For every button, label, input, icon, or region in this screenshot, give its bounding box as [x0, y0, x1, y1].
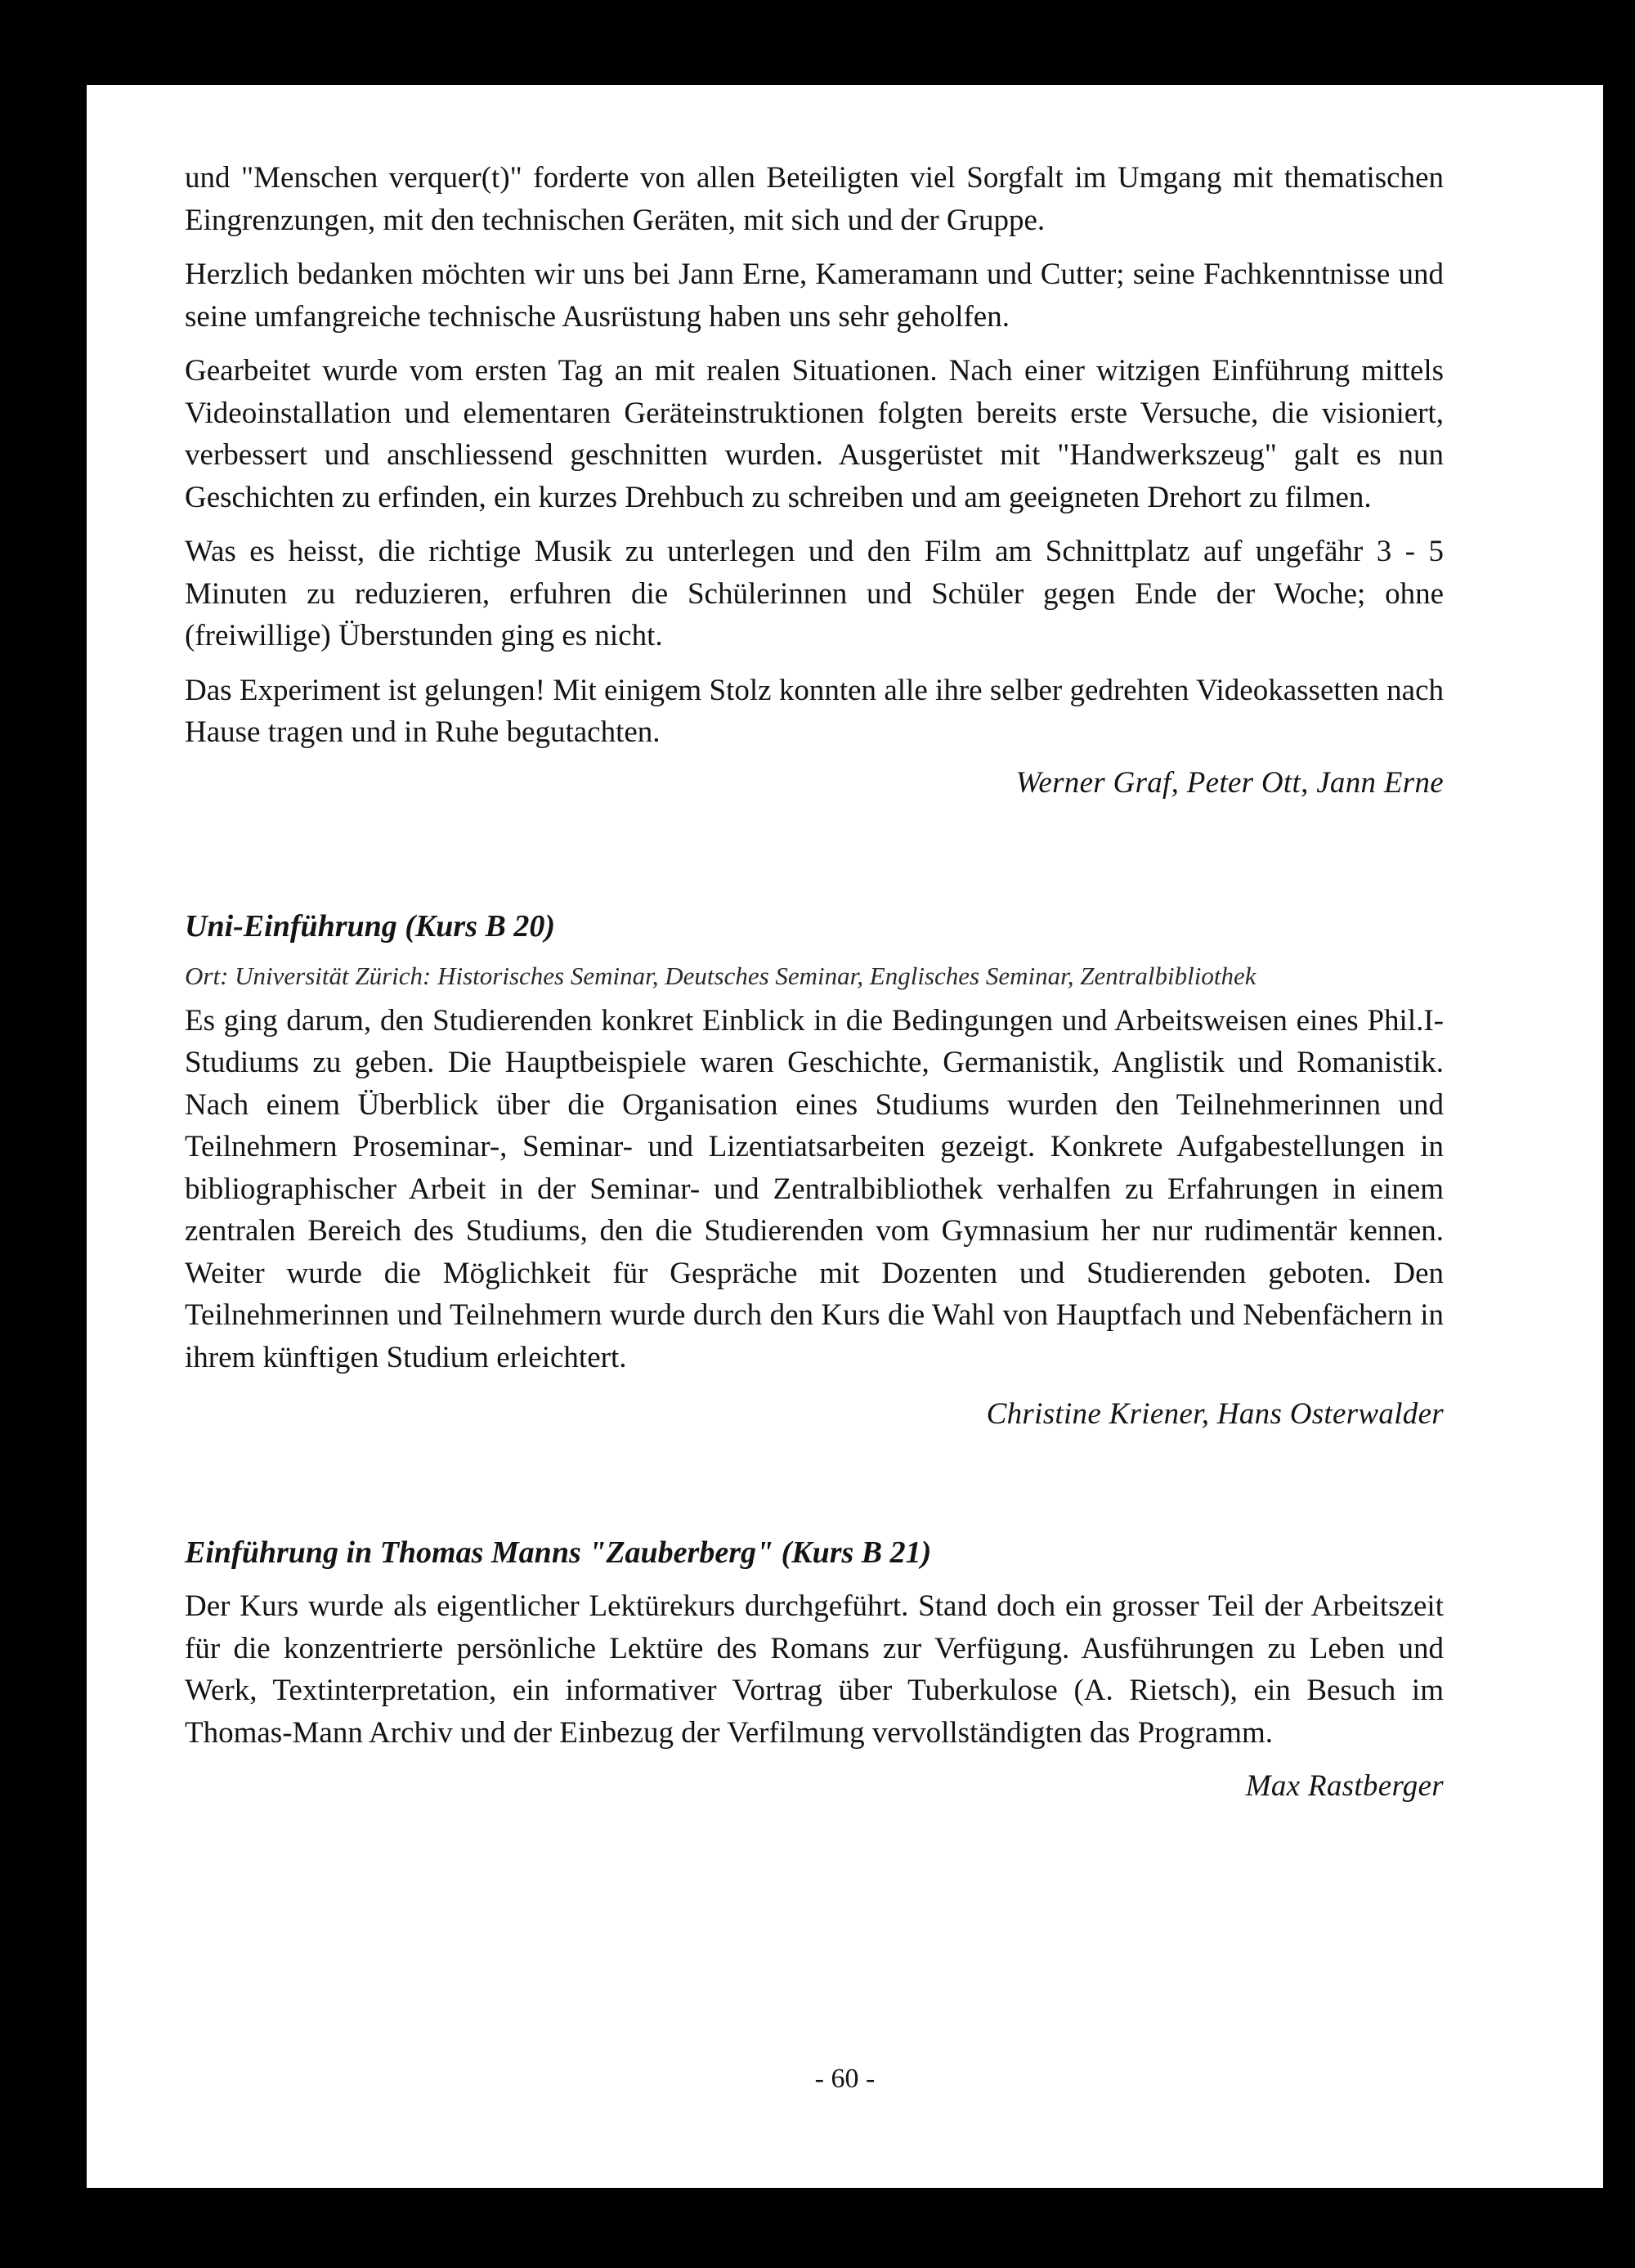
document-page [87, 85, 1603, 2188]
author-signature: Werner Graf, Peter Ott, Jann Erne [1015, 765, 1444, 800]
paragraph: Das Experiment ist gelungen! Mit einigem Stolz konnten alle ihre selber gedrehten Videokassetten nach Hause tragen und in Ruhe begutachten. [185, 673, 1444, 749]
paragraph: Der Kurs wurde als eigentlicher Lektürekurs durchgeführt. Stand doch ein grosser Teil der Arbeitszeit für die konzentrierte persönliche Lektüre des Romans zur Verfügung. Ausführungen zu Leben und Werk, Textinterpretation, ein informativer Vortrag über Tuberkulose (A. Rietsch), ein Besuch im Thomas-Mann Archiv und der Einbezug der Verfilmung vervollständigten das Programm. [185, 1589, 1444, 1750]
text-block [185, 157, 1444, 1807]
author-signature: Max Rastberger [1245, 1769, 1444, 1803]
author-signature: Christine Kriener, Hans Osterwalder [986, 1397, 1444, 1431]
location-line: Ort: Universität Zürich: Historisches Seminar, Deutsches Seminar, Englisches Seminar, Zentralbibliothek [185, 961, 1256, 990]
page-number: - 60 - [814, 2064, 876, 2094]
section-heading: Einführung in Thomas Manns "Zauberberg" (Kurs B 21) [185, 1535, 932, 1570]
paragraph: Es ging darum, den Studierenden konkret Einblick in die Bedingungen und Arbeitsweisen eines Phil.I-Studiums zu geben. Die Hauptbeispiele waren Geschichte, Germanistik, Anglistik und Romanistik. Nach einem Überblick über die Organisation eines Studiums wurden den Teilnehmerinnen und Teilnehmern Proseminar-, Seminar- und Lizentiatsarbeiten gezeigt. Konkrete Aufgabestellungen in bibliographischer Arbeit in der Seminar- und Zentralbibliothek verhalfen zu Erfahrungen in einem zentralen Bereich des Studiums, den die Studierenden vom Gymnasium her nur rudimentär kennen. Weiter wurde die Möglichkeit für Gespräche mit Dozenten und Studierenden geboten. Den Teilnehmerinnen und Teilnehmern wurde durch den Kurs die Wahl von Hauptfach und Nebenfächern in ihrem künftigen Studium erleichtert. [185, 1003, 1444, 1374]
paragraph: Gearbeitet wurde vom ersten Tag an mit realen Situationen. Nach einer witzigen Einführung mittels Videoinstallation und elementaren Geräteinstruktionen folgten bereits erste Versuche, die visioniert, verbessert und anschliessend geschnitten wurden. Ausgerüstet mit "Handwerkszeug" galt es nun Geschichten zu erfinden, ein kurzes Drehbuch zu schreiben und am geeigneten Drehort zu filmen. [185, 354, 1444, 514]
section-heading: Uni-Einführung (Kurs B 20) [185, 908, 556, 944]
paragraph: Herzlich bedanken möchten wir uns bei Jann Erne, Kameramann und Cutter; seine Fachkenntnisse und seine umfangreiche technische Ausrüstung haben uns sehr geholfen. [185, 258, 1444, 334]
paragraph: und "Menschen verquer(t)" forderte von allen Beteiligten viel Sorgfalt im Umgang mit thematischen Eingrenzungen, mit den technischen Geräten, mit sich und der Gruppe. [185, 161, 1444, 237]
paragraph: Was es heisst, die richtige Musik zu unterlegen und den Film am Schnittplatz auf ungefähr 3 - 5 Minuten zu reduzieren, erfuhren die Schülerinnen und Schüler gegen Ende der Woche; ohne (freiwillige) Überstunden ging es nicht. [185, 535, 1444, 652]
